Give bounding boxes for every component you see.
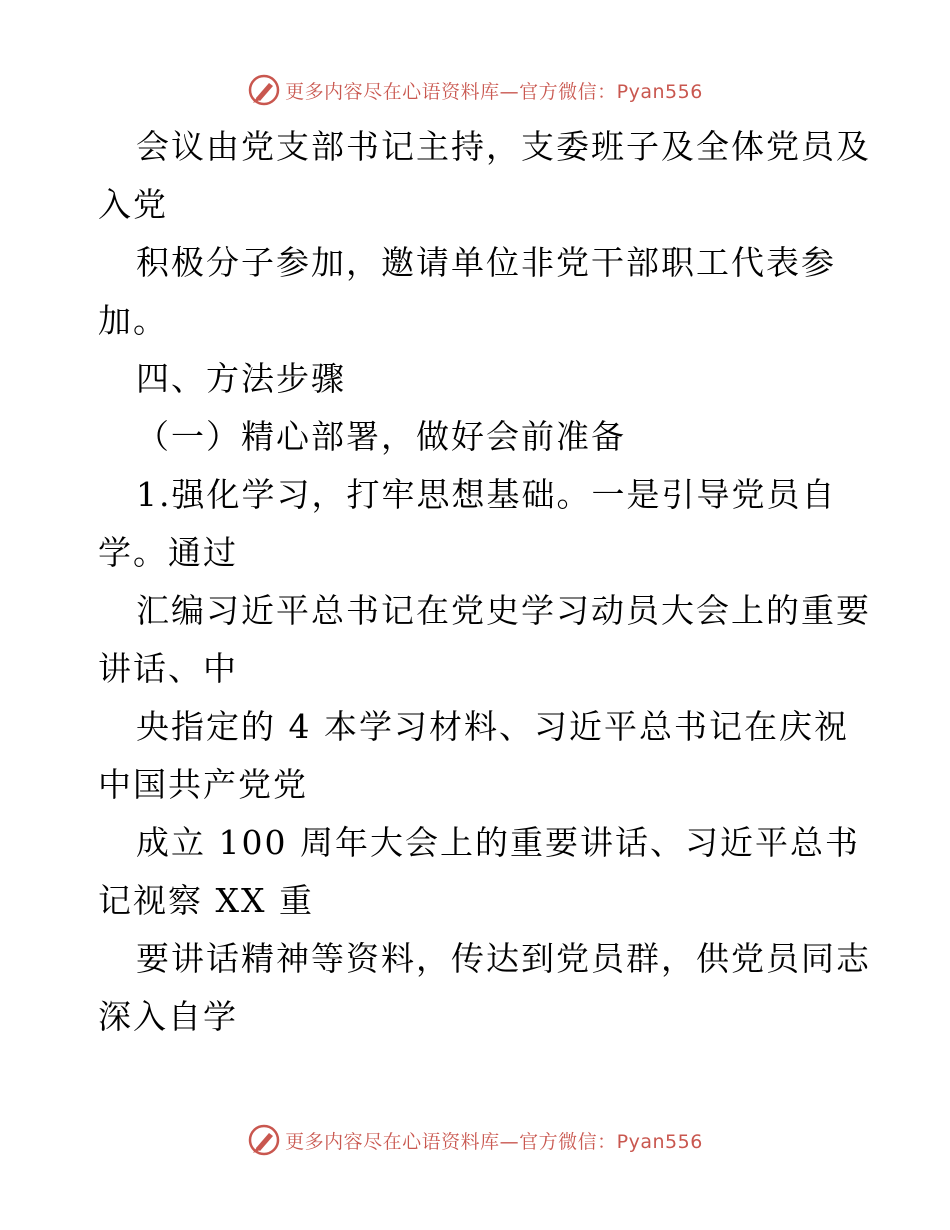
paragraph-line: 1.强化学习，打牢思想基础。一是引导党员自 (136, 475, 837, 514)
footer-watermark (0, 1120, 950, 1160)
paragraph-line: 中国共产党党 (98, 765, 308, 804)
pen-logo-icon (247, 1123, 281, 1157)
paragraph-line: 汇编习近平总书记在党史学习动员大会上的重要 (136, 591, 871, 630)
paragraph-line: 记视察 XX 重 (98, 881, 314, 920)
paragraph-line: 学。通过 (98, 533, 238, 572)
paragraph-line: 会议由党支部书记主持，支委班子及全体党员及 (136, 127, 871, 166)
pen-logo-icon (247, 73, 281, 107)
paragraph-line: 要讲话精神等资料，传达到党员群，供党员同志 (136, 939, 871, 978)
document-body (98, 118, 871, 1046)
paragraph-line: 深入自学 (98, 997, 238, 1036)
paragraph-line: 入党 (98, 185, 168, 224)
subsection-heading: （一）精心部署，做好会前准备 (136, 417, 626, 456)
paragraph-line: 讲话、中 (98, 649, 238, 688)
paragraph-line: 加。 (98, 301, 168, 340)
paragraph-line: 成立 100 周年大会上的重要讲话、习近平总书 (136, 823, 860, 862)
watermark-text: 更多内容尽在心语资料库—官方微信：Pyan556 (285, 1130, 703, 1153)
paragraph-line: 积极分子参加，邀请单位非党干部职工代表参 (136, 243, 836, 282)
section-heading: 四、方法步骤 (136, 359, 346, 398)
watermark-text: 更多内容尽在心语资料库—官方微信：Pyan556 (285, 80, 703, 103)
paragraph-line: 央指定的 4 本学习材料、习近平总书记在庆祝 (136, 707, 849, 746)
header-watermark (0, 70, 950, 110)
